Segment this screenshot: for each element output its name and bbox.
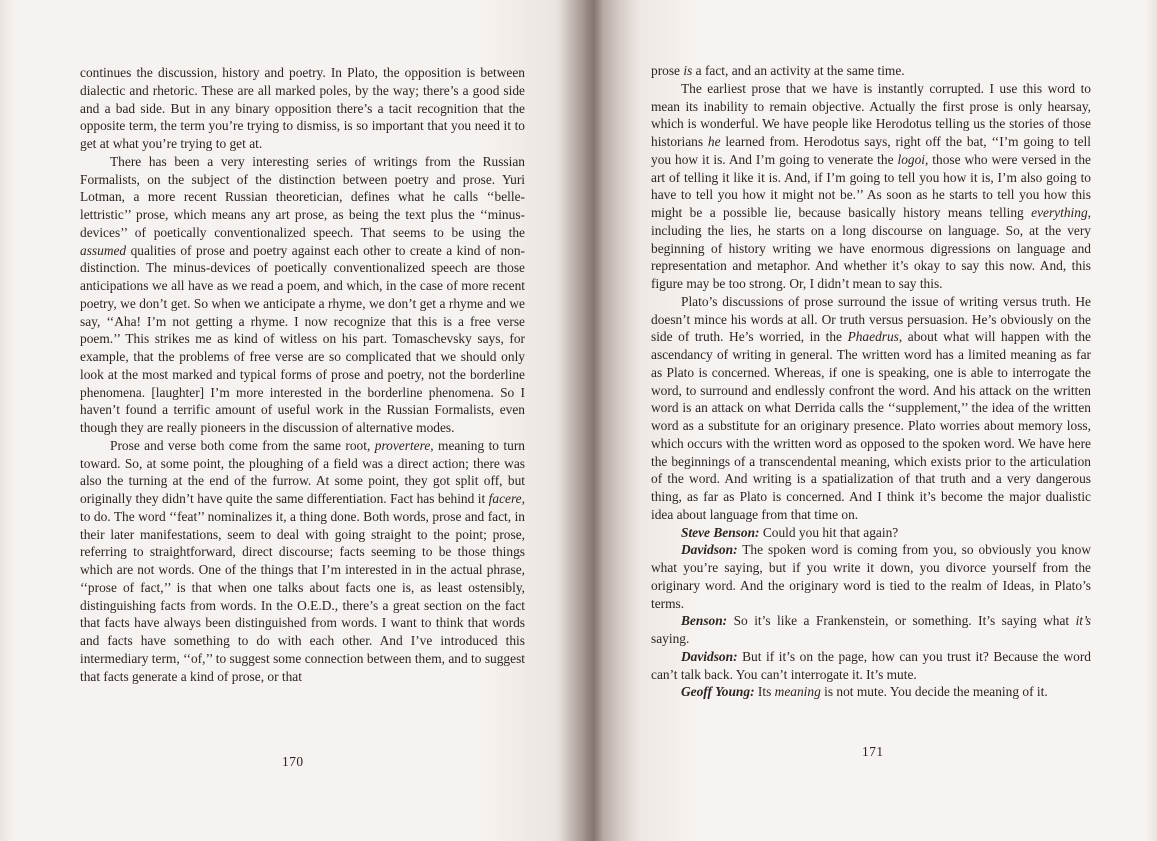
text-run: , meaning to turn toward. So, at some point, the ploughing of a field was a direct action; there was also the turning at the end of the furrow. At some point, they got split off, but originally they didn’t have quite the same differentiation. Fact has behind it: [80, 437, 525, 506]
text-run: learned from. Herodotus says, right off the bat, ‘‘I’m going to tell you how it is. And I’m going to venerate the: [651, 134, 1091, 167]
italic-term: it’s: [1075, 613, 1091, 629]
text-run: Its: [757, 684, 772, 700]
text-run: The spoken word is coming from you, so obviously you know what you’re saying, but if you write it down, you divorce yourself from the originary word. And the originary word is tied to the realm of Ideas, in Plato’s terms.: [651, 542, 1091, 611]
italic-term: logoi: [897, 151, 925, 167]
italic-term: facere: [488, 491, 522, 506]
right-page: [596, 0, 1157, 841]
text-run: , those who were versed in the art of telling it like it is. And, if I’m going to tell you how it is, I’m also going to have to tell you how it might not be.’’ As soon as he starts to tell you how this might be a possible lie, because basically history means telling: [651, 151, 1091, 220]
text-run: Prose and verse both come from the same root,: [110, 437, 371, 453]
speaker-name: Benson:: [681, 613, 728, 629]
dialogue-line: [651, 648, 1091, 684]
text-run: Could you hit that again?: [762, 524, 899, 540]
left-page-text: [80, 64, 525, 685]
text-run: qualities of prose and poetry against each other to create a kind of non-distinction. The minus-devices of poetically conventionalized speech are those anticipations we all have as we read a poem, and which, in the case of more recent poetry, we don’t get. So when we anticipate a rhyme, we don’t get a rhyme and we say, ‘‘Aha! I’m not getting a rhyme. I now recognize that this is a free verse poem.’’ This strikes me as kind of witless on his part. Tomaschevsky says, for example, that the problems of free verse are so complicated that we should only look at the most marked and typical forms of prose and poetry, not the borderline phenomena. [laughter] I’m more interested in the borderline phenomena. So I haven’t found a terrific amount of useful work in the Russian Formalists, even though they are really pioneers in the discussion of alternative modes.: [80, 242, 525, 435]
italic-term: meaning: [774, 684, 821, 700]
text-run: prose: [651, 63, 681, 78]
left-page: [0, 0, 578, 841]
italic-term: Phaedrus: [847, 329, 899, 345]
italic-term: assumed: [80, 242, 127, 258]
text-run: a fact, and an activity at the same time.: [695, 63, 905, 78]
speaker-name: Steve Benson:: [681, 524, 760, 540]
text-run: Plato’s discussions of prose surround the issue of writing versus truth. He doesn’t mince his words at all. Or truth versus persuasion. He’s obviously on the side of truth. He’s worried, in the: [651, 293, 1091, 345]
italic-term: he: [707, 134, 721, 149]
speaker-name: Geoff Young:: [681, 684, 755, 700]
text-run: , including the lies, he starts on a long discourse on language. So, at the very beginning of history writing we have enormous digressions on language and representation and metaphor. And whether it’s okay to say this now. And, this figure may be too strong. Or, I didn’t mean to say this.: [651, 205, 1092, 291]
dialogue-line: [651, 541, 1091, 612]
text-run: So it’s like a Frankenstein, or something. It’s saying what: [733, 613, 1070, 629]
dialogue-line: [651, 524, 1091, 542]
text-run: , to do. The word ‘‘feat’’ nominalizes it, a thing done. Both words, prose and fact, in their later manifestations, seem to deal with going straight to the point; prose, referring to straightforward, direct discourse; facts seeming to be those things which are not words. One of the things that I’m interested in in the actual phrase, ‘‘prose of fact,’’ is that when one talks about facts one is, as least ostensibly, distinguishing facts from words. In the O.E.D., there’s a great section on the fact that facts have always been distinguished from words. I want to think that words and facts have something to do with each other. And I’ve introduced this intermediary term, ‘‘of,’’ to suggest some connection between them, and to suggest that facts generate a kind of prose, or that: [80, 491, 525, 684]
paragraph: [80, 437, 525, 686]
speaker-name: Davidson:: [681, 648, 738, 664]
italic-term: provertere: [374, 437, 431, 453]
text-run: saying.: [651, 631, 690, 646]
dialogue-line: [651, 683, 1091, 701]
page-number: 171: [862, 744, 884, 759]
paragraph: continues the discussion, history and poetry. In Plato, the opposition is between dialectic and rhetoric. These are all marked poles, by the way; there’s a good side and a bad side. But in any binary opposition there’s a tacit recognition that the opposite term, the term you’re trying to dismiss, is so important that you need it to get at what you’re trying to get at.: [80, 65, 525, 151]
italic-term: is: [683, 63, 693, 78]
paragraph: [80, 153, 525, 437]
right-page-text: [651, 62, 1091, 701]
paragraph: [651, 293, 1091, 524]
text-run: is not mute. You decide the meaning of it.: [824, 684, 1048, 700]
text-run: The earliest prose that we have is instantly corrupted. I use this word to mean its inability to remain objective. Actually the first prose is only hearsay, which is wonderful. We have people like Herodotus telling us the stories of those historians: [651, 80, 1091, 149]
speaker-name: Davidson:: [681, 542, 738, 558]
text-run: There has been a very interesting series of writings from the Russian Formalists, on the subject of the distinction between poetry and prose. Yuri Lotman, a more recent Russian theoretician, defines what he calls ‘‘belle-lettristic’’ prose, which means any art prose, as being the text plus the ‘‘minus-devices’’ of poetically conventionalized speech. That seems to be using the: [80, 153, 525, 240]
paragraph: [651, 80, 1091, 293]
paragraph: [651, 62, 1091, 80]
text-run: But if it’s on the page, how can you trust it? Because the word can’t talk back. You can’t interrogate it. It’s mute.: [651, 648, 1091, 682]
text-run: , about what will happen with the ascendancy of writing in general. The written word has a limited meaning as far as Plato is concerned. Whereas, if one is speaking, one is able to interrogate the word, to surround and endlessly confront the word. And his attack on the written word is an attack on what Derrida calls the ‘‘supplement,’’ the idea of the written word as a substitute for an originary presence. Plato worries about memory loss, which occurs with the written word as opposed to the spoken word. We have here the beginnings of a transcendental meaning, which exists prior to the articulation of the word. And writing is a spatialization of that truth and a very dangerous thing, as far as Plato is concerned. And I think it’s become the major dualistic idea about language from that time on.: [651, 329, 1091, 522]
dialogue-line: [651, 612, 1091, 648]
page-number: 170: [282, 754, 304, 769]
italic-term: everything: [1031, 205, 1088, 220]
